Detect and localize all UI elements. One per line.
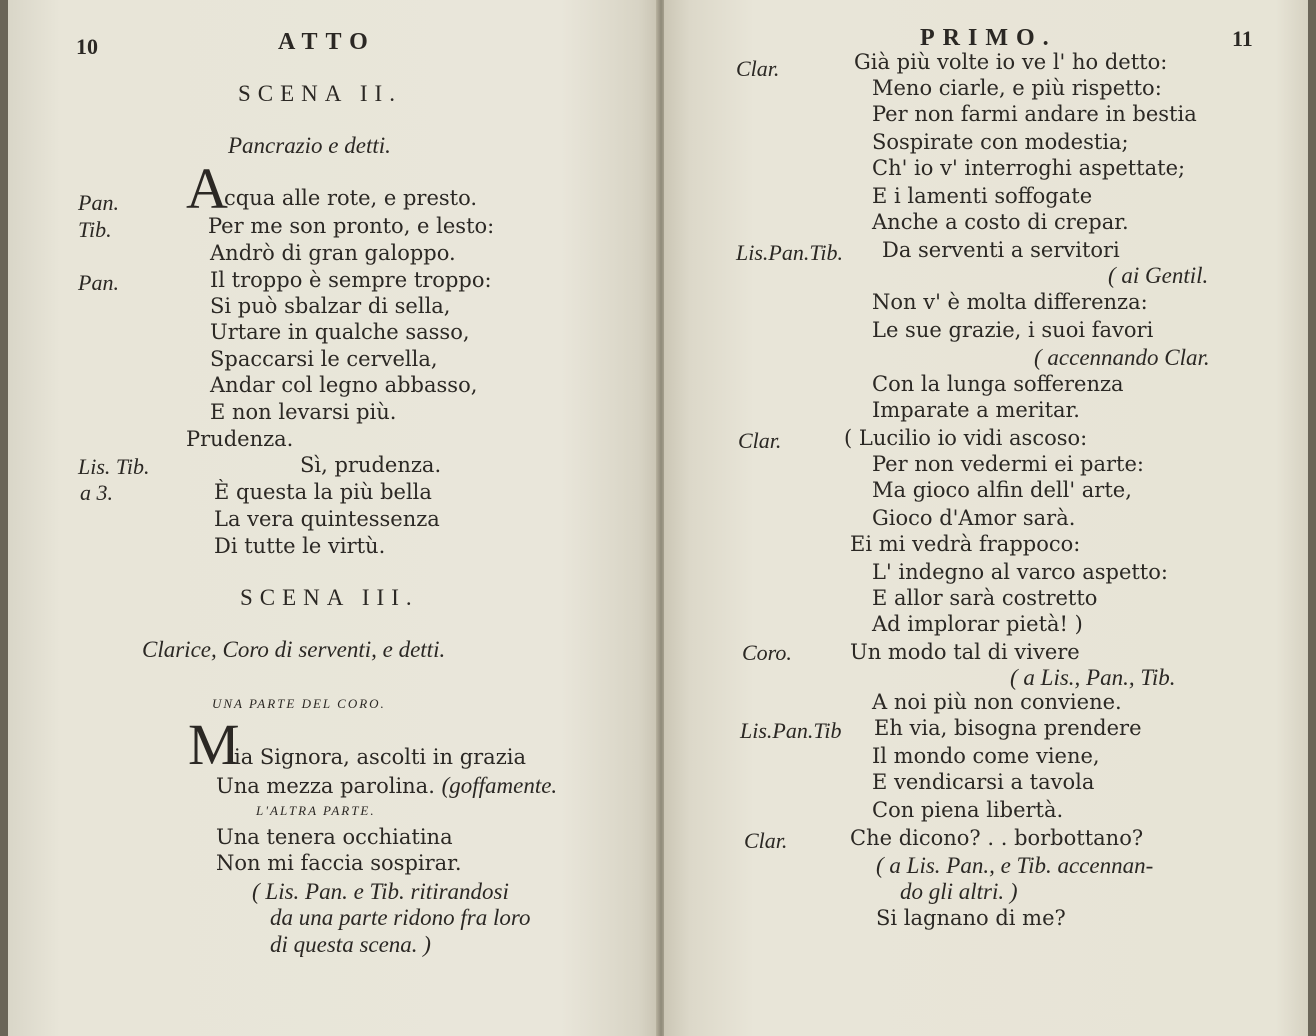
verse-line: Per non farmi andare in bestia xyxy=(872,102,1197,126)
verse-line: Già più volte io ve l' ho detto: xyxy=(854,50,1168,74)
speaker-label: Tib. xyxy=(78,217,112,242)
verse-text: cqua alle rote, e presto. xyxy=(224,186,478,210)
verse-line: Un modo tal di vivere xyxy=(850,640,1080,664)
verse-line: E vendicarsi a tavola xyxy=(872,770,1095,794)
speaker-label: Lis. Tib. xyxy=(78,454,150,479)
running-head-left: ATTO xyxy=(278,29,376,55)
drop-cap: A xyxy=(186,156,228,221)
stage-direction: ( a Lis., Pan., Tib. xyxy=(1010,665,1176,690)
verse-line: Sì, prudenza. xyxy=(300,453,442,477)
scene-2-cast: Pancrazio e detti. xyxy=(228,133,391,158)
drop-cap: M xyxy=(188,712,240,777)
verse-line: La vera quintessenza xyxy=(214,507,440,531)
chorus-part-label: L'ALTRA PARTE. xyxy=(256,803,376,818)
speaker-label: Clar. xyxy=(738,428,782,453)
verse-line: Con la lunga sofferenza xyxy=(872,372,1124,396)
verse-line: Si lagnano di me? xyxy=(876,906,1066,930)
verse-line: Il troppo è sempre troppo: xyxy=(210,268,492,292)
speaker-label: Coro. xyxy=(742,640,792,665)
verse-line: Ma gioco alfin dell' arte, xyxy=(872,478,1132,502)
speaker-label: Pan. xyxy=(78,190,119,215)
verse-line: Con piena libertà. xyxy=(872,798,1064,822)
running-head-right: PRIMO. xyxy=(920,25,1057,51)
verse-line: E allor sarà costretto xyxy=(872,586,1098,610)
verse-line: Ch' io v' interroghi aspettate; xyxy=(872,156,1186,180)
verse-line: Per non vedermi ei parte: xyxy=(872,452,1144,476)
verse-line: Ad implorar pietà! ) xyxy=(872,612,1083,636)
stage-direction: ( ai Gentil. xyxy=(1108,263,1209,288)
verse-line: Da serventi a servitori xyxy=(882,238,1120,262)
verse-line: E i lamenti soffogate xyxy=(872,184,1093,208)
verse-line: Una tenera occhiatina xyxy=(216,825,453,849)
verse-line: Ei mi vedrà frappoco: xyxy=(850,532,1081,556)
stage-direction: da una parte ridono fra loro xyxy=(270,905,531,930)
verse-line: Imparate a meritar. xyxy=(872,398,1080,422)
verse-line: Anche a costo di crepar. xyxy=(872,210,1129,234)
speaker-label: Clar. xyxy=(736,56,780,81)
speaker-label: Pan. xyxy=(78,270,119,295)
verse-line: Meno ciarle, e più rispetto: xyxy=(872,76,1162,100)
verse-line: Che dicono? . . borbottano? xyxy=(850,826,1144,850)
scene-3-title: SCENA III. xyxy=(240,585,419,610)
page-number-right: 11 xyxy=(1232,26,1253,51)
verse-line: L' indegno al varco aspetto: xyxy=(872,560,1168,584)
verse-line: Il mondo come viene, xyxy=(872,744,1100,768)
stage-direction: ( accennando Clar. xyxy=(1034,345,1210,370)
stage-direction: di questa scena. ) xyxy=(270,932,431,957)
verse-line: Per me son pronto, e lesto: xyxy=(208,214,495,238)
verse-line: Andrò di gran galoppo. xyxy=(210,241,456,265)
speaker-label: Clar. xyxy=(744,828,788,853)
right-page xyxy=(664,0,1308,1036)
speaker-label: Lis.Pan.Tib. xyxy=(736,240,843,265)
verse-line: Eh via, bisogna prendere xyxy=(874,716,1142,740)
verse-line: Non v' è molta differenza: xyxy=(872,290,1148,314)
verse-line: Prudenza. xyxy=(186,427,294,451)
verse-line: Di tutte le virtù. xyxy=(214,534,386,558)
page-number-left: 10 xyxy=(76,34,98,59)
stage-direction: do gli altri. ) xyxy=(900,879,1018,904)
verse-line: È questa la più bella xyxy=(214,480,432,504)
verse-line: Sospirate con modestia; xyxy=(872,130,1129,154)
verse-line: Le sue grazie, i suoi favori xyxy=(872,318,1154,342)
verse-line: Non mi faccia sospirar. xyxy=(216,851,462,875)
chorus-part-label: UNA PARTE DEL CORO. xyxy=(212,696,386,711)
verse-line: ia Signora, ascolti in grazia xyxy=(234,745,527,769)
speaker-label: a 3. xyxy=(80,480,113,505)
verse-line: Si può sbalzar di sella, xyxy=(210,294,451,318)
left-page xyxy=(8,0,658,1036)
verse-line: Spaccarsi le cervella, xyxy=(210,347,438,371)
scene-2-title: SCENA II. xyxy=(238,81,402,106)
speaker-label: Lis.Pan.Tib xyxy=(740,718,842,743)
verse-line xyxy=(224,188,477,209)
stage-direction: ( a Lis. Pan., e Tib. accennan- xyxy=(876,853,1154,878)
stage-direction: (goffamente. xyxy=(441,773,558,798)
verse-line: Una mezza parolina. (goffamente. xyxy=(216,773,558,798)
verse-line: Andar col legno abbasso, xyxy=(210,373,478,397)
verse-line: A noi più non conviene. xyxy=(872,690,1122,714)
verse-line: E non levarsi più. xyxy=(210,400,397,424)
scene-3-cast: Clarice, Coro di serventi, e detti. xyxy=(142,637,446,662)
verse-line: ( Lucilio io vidi ascoso: xyxy=(844,426,1088,450)
stage-direction: ( Lis. Pan. e Tib. ritirandosi xyxy=(252,879,509,904)
verse-line: Gioco d'Amor sarà. xyxy=(872,506,1076,530)
verse-line: Urtare in qualche sasso, xyxy=(210,320,470,344)
